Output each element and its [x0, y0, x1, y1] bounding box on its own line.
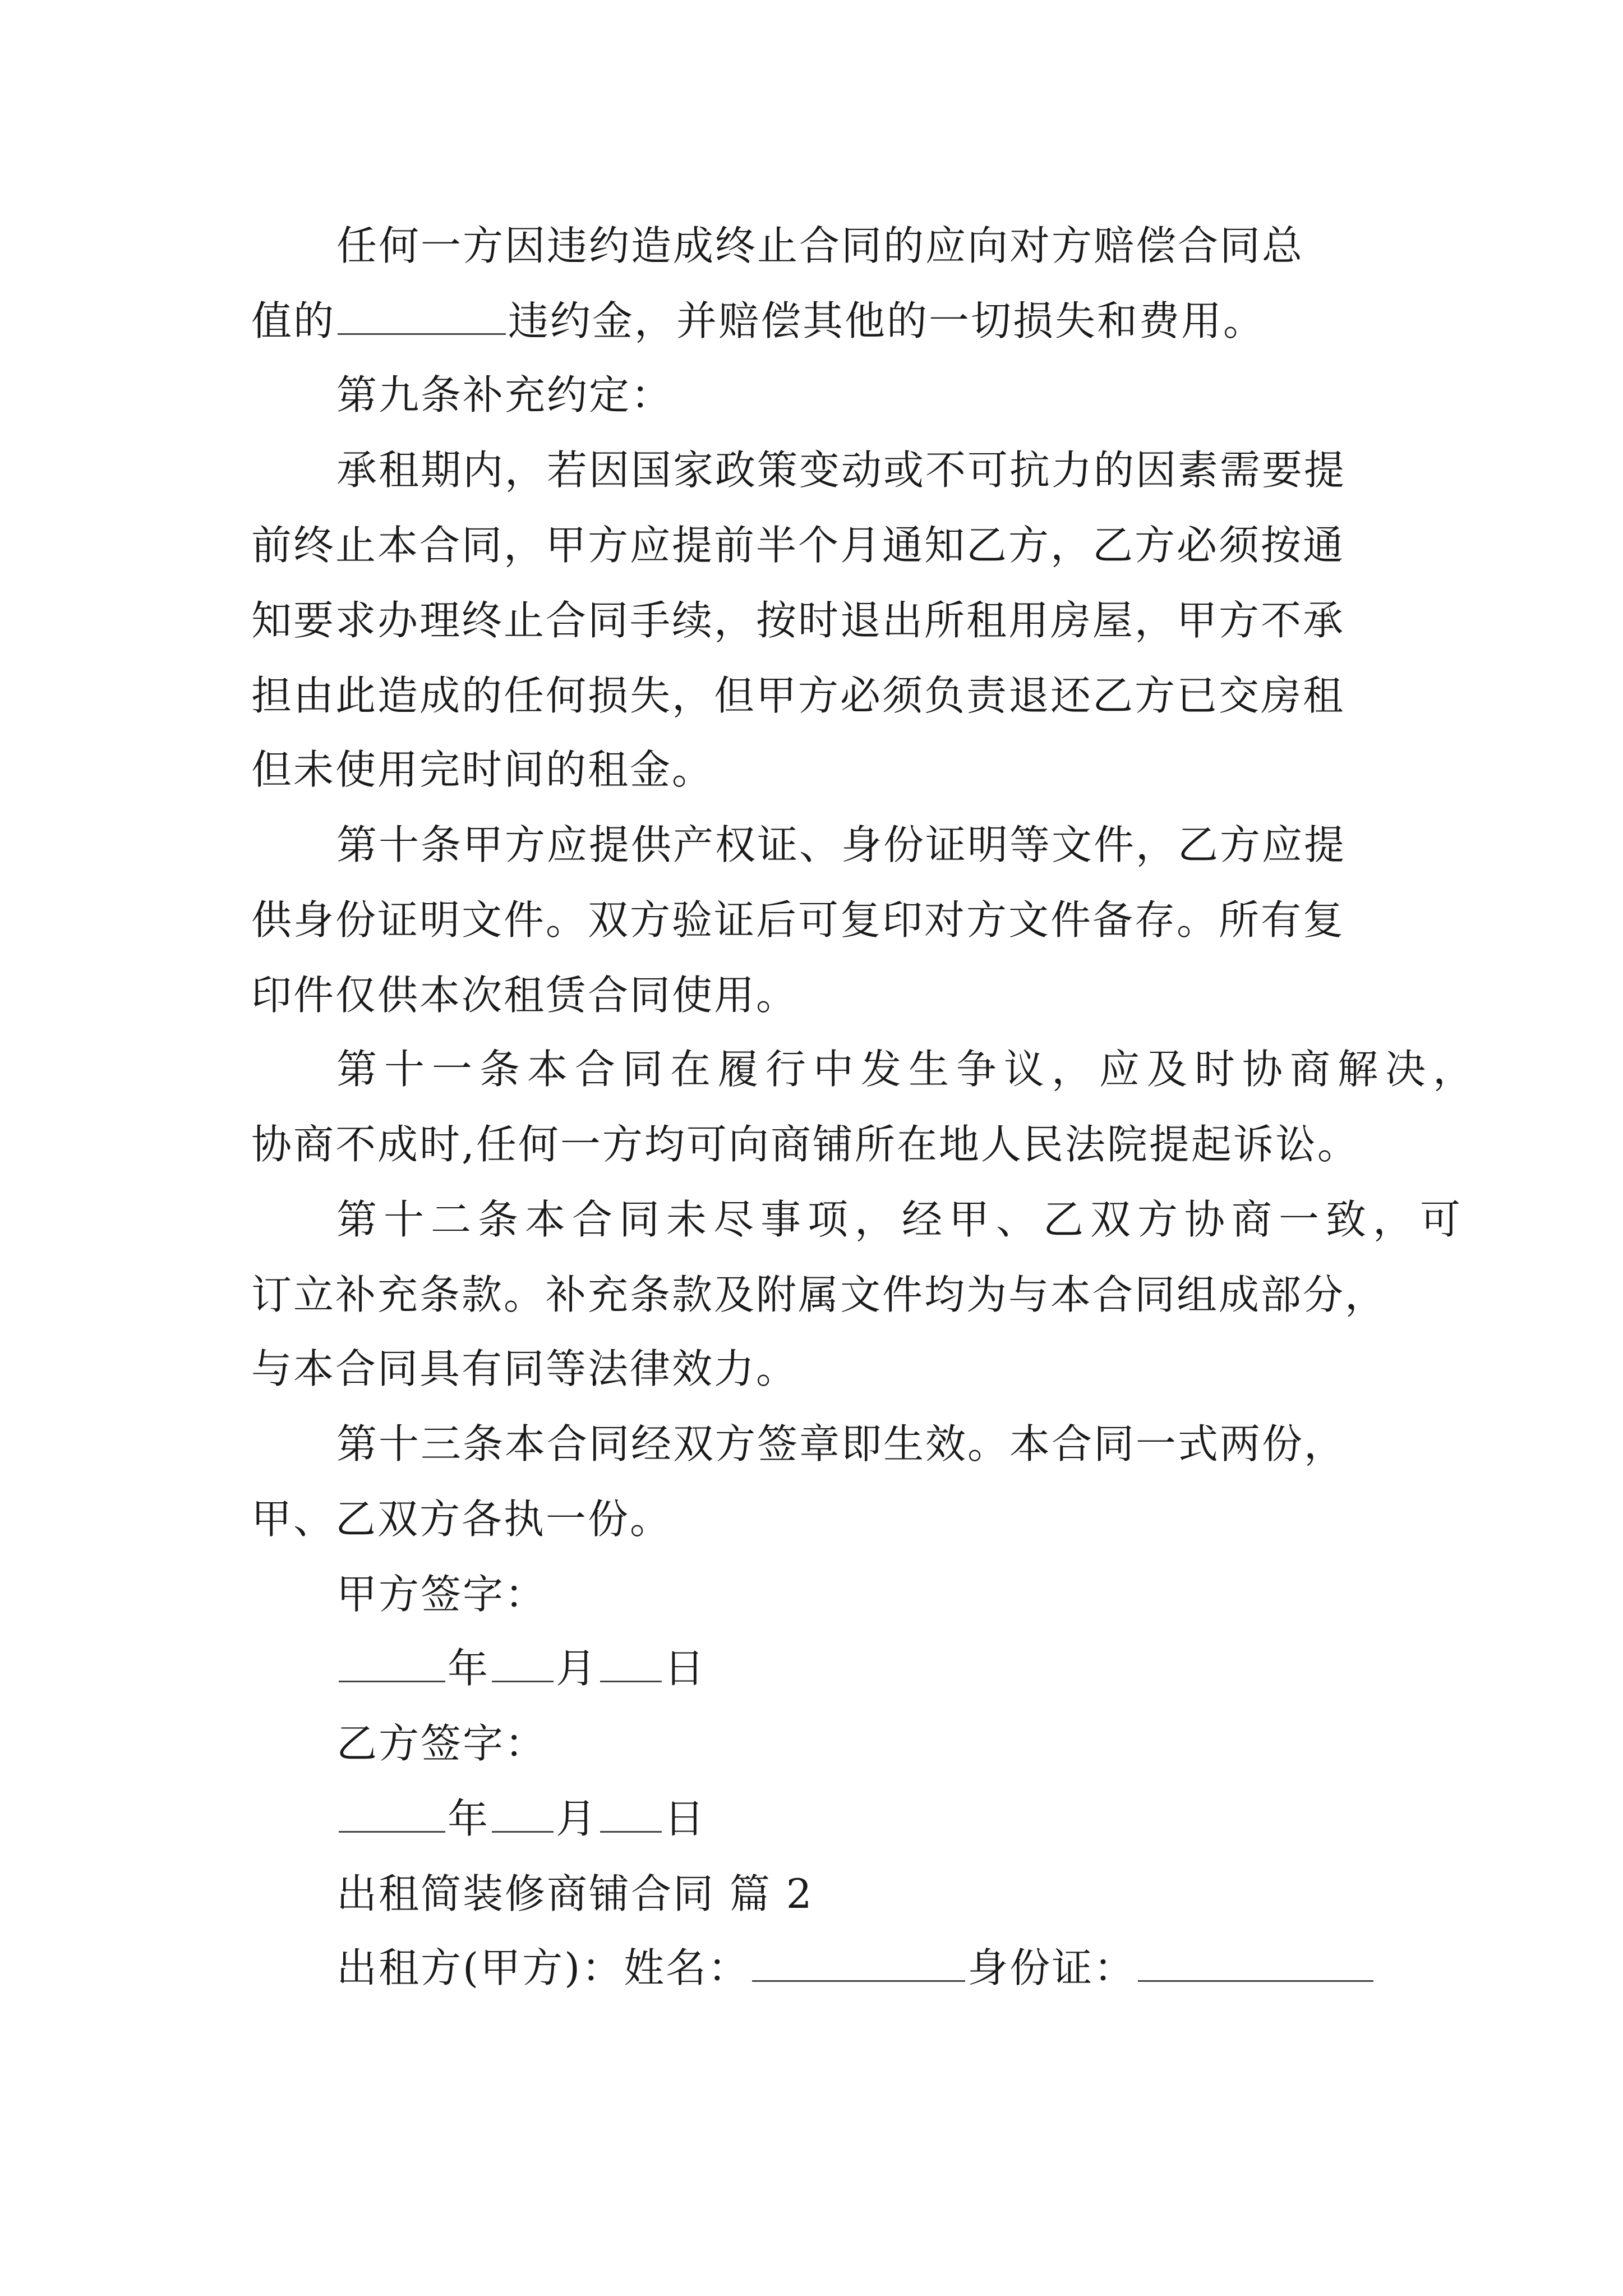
lessor-info-line: 出租方(甲方)：姓名： 身份证：	[336, 1941, 1407, 1995]
paragraph-line: 担由此造成的任何损失，但甲方必须负责退还乙方已交房租	[251, 672, 1345, 719]
section-title: 出租简装修商铺合同 篇 2	[336, 1870, 814, 1917]
paragraph-line: 协商不成时,任何一方均可向商铺所在地人民法院提起诉讼。	[251, 1121, 1359, 1168]
paragraph-line: 供身份证明文件。双方验证后可复印对方文件备存。所有复	[251, 896, 1345, 944]
party-a-date: 年 月 日	[336, 1641, 1407, 1695]
paragraph-line: 知要求办理终止合同手续，按时退出所租用房屋，甲方不承	[251, 597, 1345, 644]
year-blank	[339, 1792, 445, 1833]
paragraph-line: 第十一条本合同在履行中发生争议，应及时协商解决，	[336, 1046, 1481, 1093]
paragraph-line: 甲、乙双方各执一份。	[251, 1496, 672, 1543]
paragraph-line: 但未使用完时间的租金。	[251, 746, 714, 793]
paragraph-line: 承租期内，若因国家政策变动或不可抗力的因素需要提	[336, 447, 1347, 494]
day-blank	[600, 1641, 662, 1682]
paragraph-line: 印件仅供本次租赁合同使用。	[251, 972, 799, 1019]
paragraph-line: 订立补充条款。补充条款及附属文件均为与本合同组成部分，	[251, 1271, 1387, 1318]
party-a-signature-label: 甲方签字：	[336, 1571, 547, 1618]
month-blank	[492, 1792, 554, 1833]
blank-field	[338, 294, 506, 335]
paragraph-line: 第九条补充约定：	[336, 371, 674, 418]
party-b-date: 年 月 日	[336, 1792, 1407, 1846]
name-blank	[752, 1941, 965, 1982]
party-b-signature-label: 乙方签字：	[336, 1720, 547, 1767]
day-blank	[600, 1792, 662, 1833]
paragraph-line: 前终止本合同，甲方应提前半个月通知乙方，乙方必须按通	[251, 522, 1345, 569]
paragraph-line: 值的 违约金，并赔偿其他的一切损失和费用。	[251, 294, 1407, 348]
paragraph-line: 第十条甲方应提供产权证、身份证明等文件，乙方应提	[336, 821, 1347, 868]
paragraph-line: 第十二条本合同未尽事项，经甲、乙双方协商一致，可	[336, 1196, 1468, 1243]
month-blank	[492, 1641, 554, 1682]
id-blank	[1138, 1941, 1373, 1982]
year-blank	[339, 1641, 445, 1682]
paragraph-line: 任何一方因违约造成终止合同的应向对方赔偿合同总	[336, 222, 1304, 269]
paragraph-line: 与本合同具有同等法律效力。	[251, 1345, 799, 1392]
paragraph-line: 第十三条本合同经双方签章即生效。本合同一式两份，	[336, 1420, 1347, 1467]
